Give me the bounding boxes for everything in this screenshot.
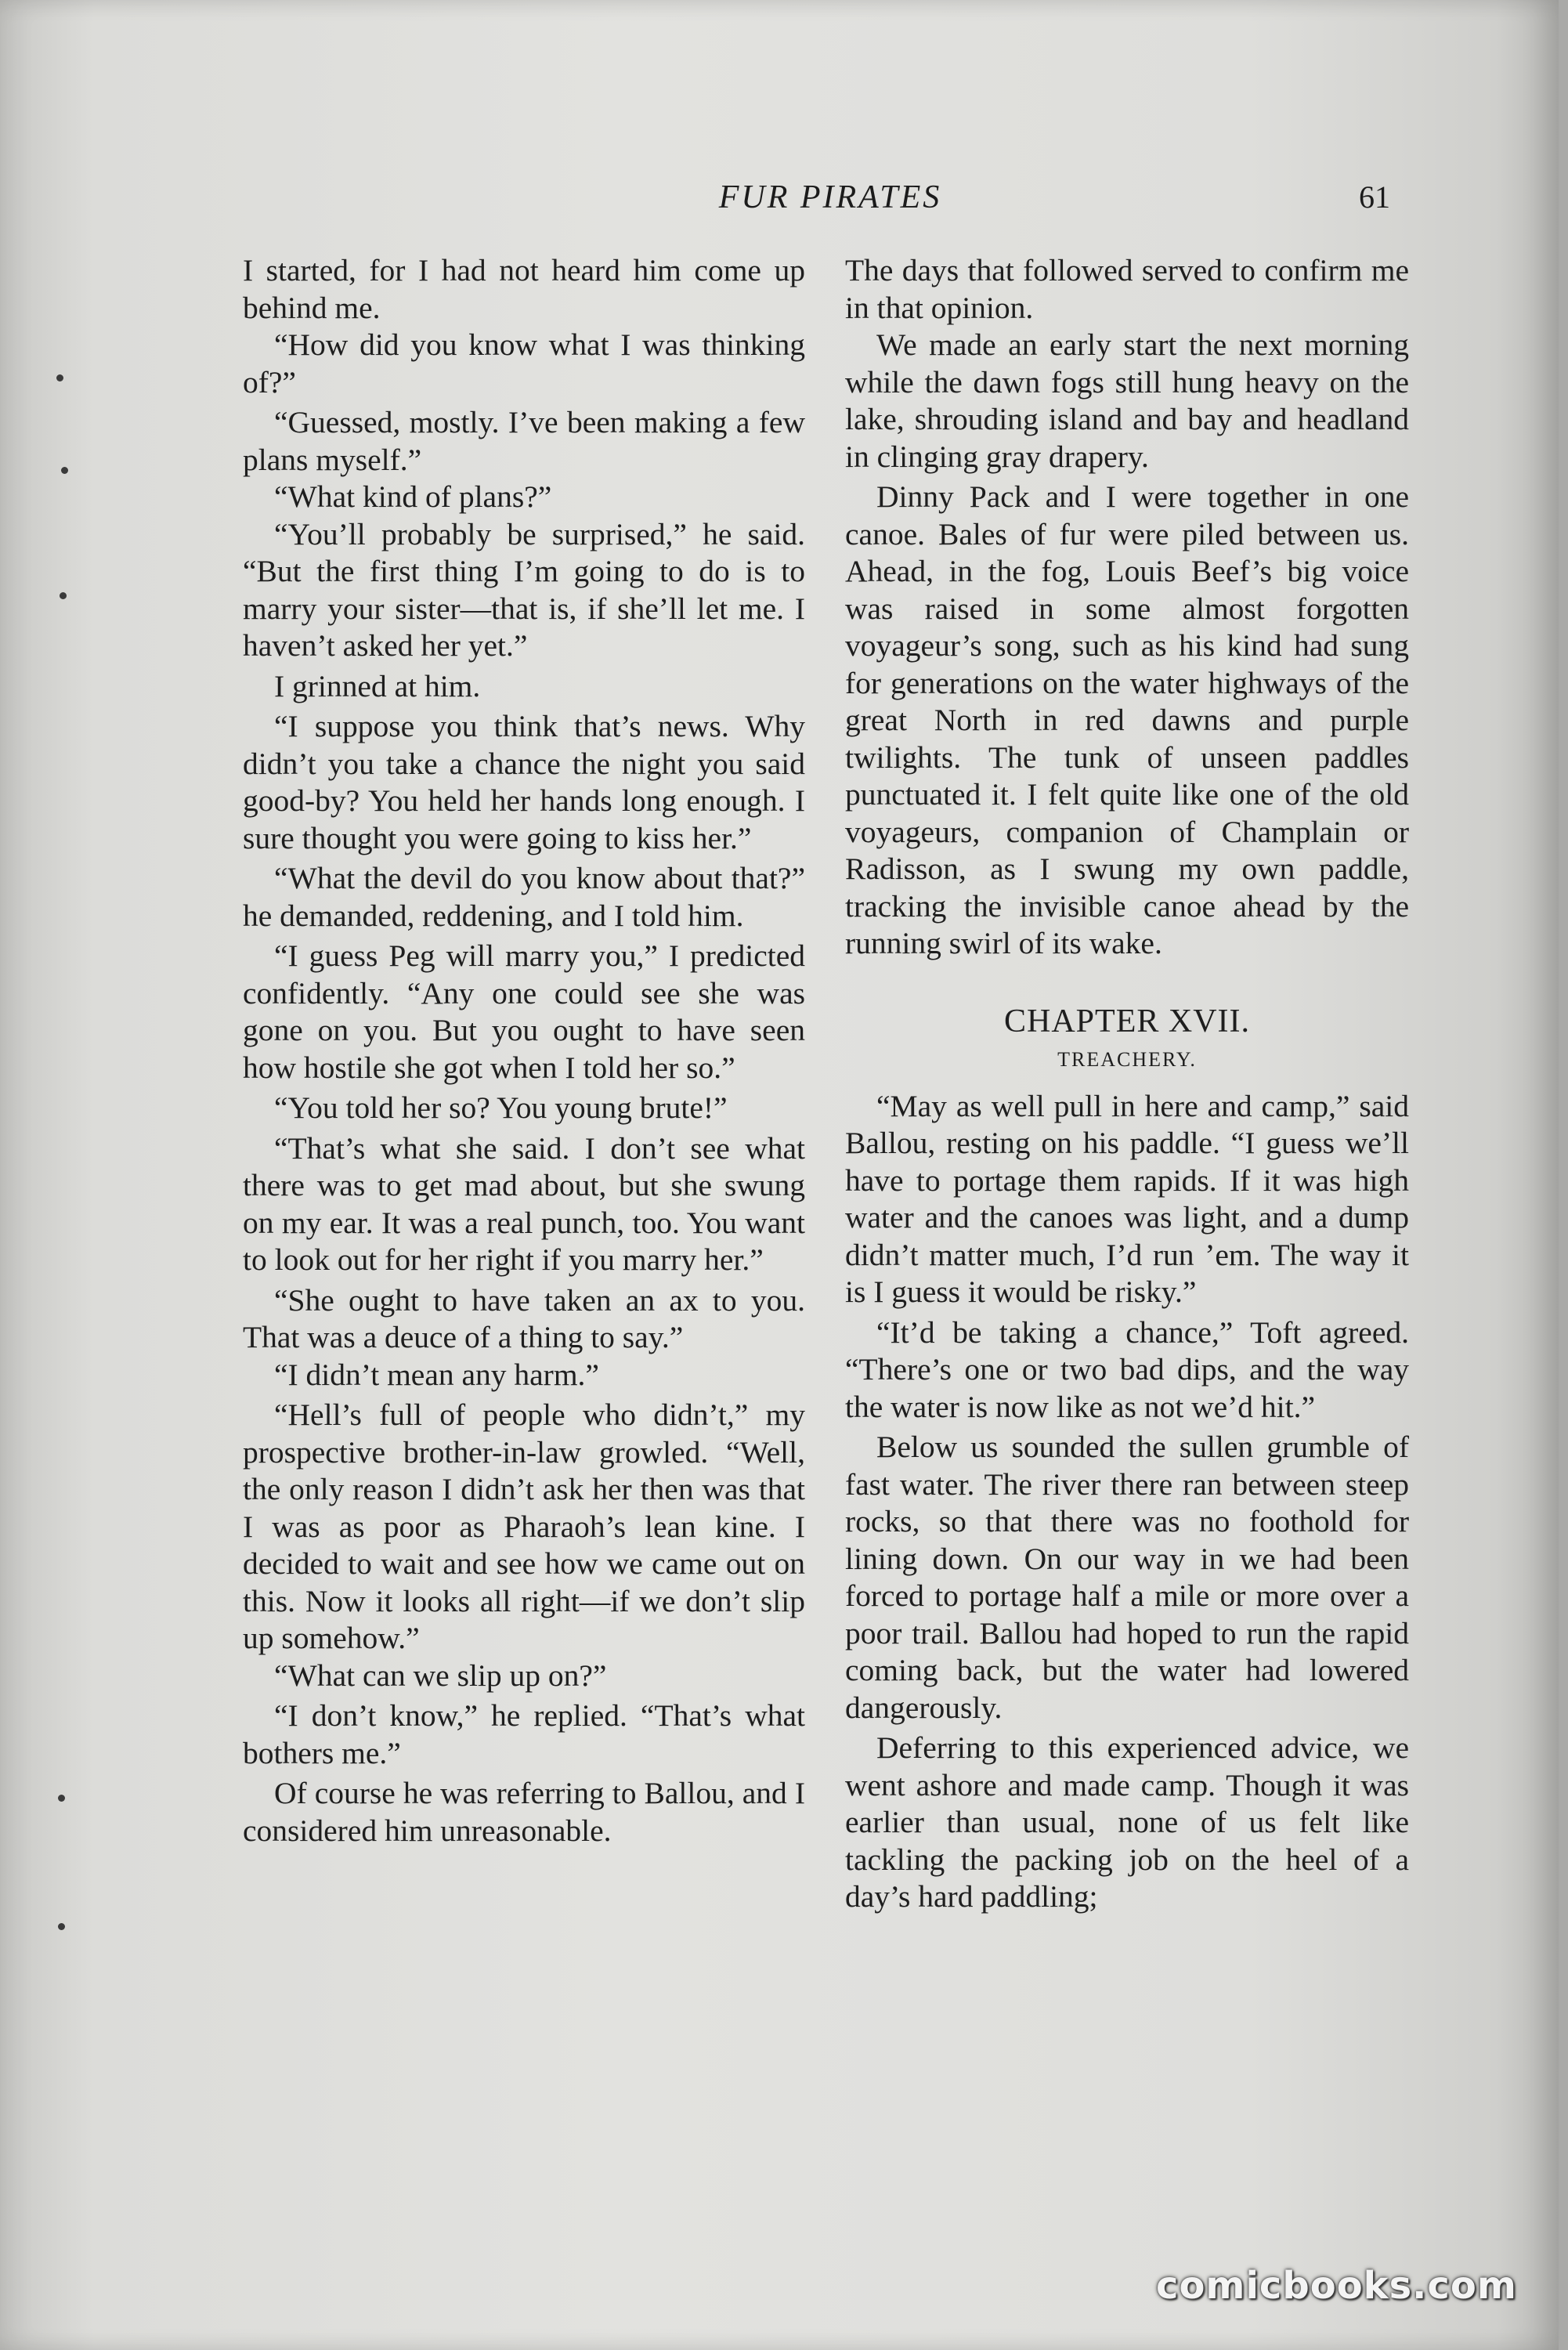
paragraph: We made an early start the next morning while the dawn fogs still hung heavy on the lake, shrouding island and bay and headland in clinging gray drapery. [845, 327, 1409, 474]
chapter-title: CHAPTER XVII. [1004, 1003, 1250, 1039]
running-title: FUR PIRATES [718, 179, 942, 215]
paragraph: “I suppose you think that’s news. Why didn’t you take a chance the night you said good-by? You held her hands long enough. I sure thought you were going to kiss her.” [243, 709, 805, 855]
paragraph: “You told her so? You young brute!” [274, 1090, 728, 1125]
paragraph: “May as well pull in here and camp,” said Ballou, resting on his paddle. “I guess we’ll have to portage them rapids. If it was high water and the canoes was light, and a dump didn’t matter much, I’d run ’em. The way it is I guess it would be risky.” [845, 1088, 1409, 1309]
paragraph: I started, for I had not heard him come up behind me. [243, 253, 805, 325]
paragraph: Below us sounded the sullen grumble of fast water. The river there ran between steep rocks, so that there was no foothold for lining down. On our way in we had been forced to portage half a mile or more over a poor trail. Ballou had hoped to run the rapid coming back, but the water had lowered dangerously. [845, 1430, 1409, 1725]
binder-hole [58, 1795, 65, 1802]
paragraph: “Guessed, mostly. I’ve been making a few plans myself.” [243, 405, 805, 477]
paragraph: The days that followed served to confirm me in that opinion. [845, 253, 1409, 325]
paragraph: “I guess Peg will marry you,” I predicted confidently. “Any one could see she was gone on you. But you ought to have seen how hostile she got when I told her so.” [243, 938, 805, 1085]
paragraph: “What the devil do you know about that?” he demanded, reddening, and I told him. [243, 861, 805, 933]
paragraph: “I don’t know,” he replied. “That’s what bothers me.” [243, 1698, 805, 1770]
paragraph: Of course he was referring to Ballou, and I considered him unreasonable. [243, 1776, 805, 1848]
watermark-logo: comicbooks.com [1156, 2264, 1517, 2308]
right-text-column [845, 252, 1409, 1916]
paragraph: “How did you know what I was thinking of?” [243, 327, 805, 400]
paragraph: “Hell’s full of people who didn’t,” my prospective brother-in-law growled. “Well, the only reason I didn’t ask her then was that I was as poor as Pharaoh’s lean kine. I decided to wait and see how we came out on this. Now it looks all right—if we don’t slip up somehow.” [243, 1397, 805, 1655]
paragraph: “You’ll probably be surprised,” he said. “But the first thing I’m going to do is to marry your sister—that is, if she’ll let me. I haven’t asked her yet.” [243, 516, 805, 663]
paragraph: “It’d be taking a chance,” Toft agreed. “There’s one or two bad dips, and the way the water is now like as not we’d hit.” [845, 1314, 1409, 1424]
paragraph: “I didn’t mean any harm.” [274, 1357, 599, 1392]
paragraph: “What can we slip up on?” [274, 1658, 607, 1693]
chapter-subtitle: TREACHERY. [1057, 1047, 1197, 1071]
binder-hole [58, 1923, 65, 1930]
binder-hole [56, 374, 63, 381]
paragraph: “That’s what she said. I don’t see what there was to get mad about, but she swung on my ear. It was a real punch, too. You want to look out for her right if you marry her.” [243, 1130, 805, 1277]
binder-hole [61, 467, 68, 474]
paragraph: Deferring to this experienced advice, we went ashore and made camp. Though it was earlier than usual, none of us felt like tackling the packing job on the heel of a day’s hard paddling; [845, 1730, 1409, 1914]
paragraph: Dinny Pack and I were together in one canoe. Bales of fur were piled between us. Ahead, in the fog, Louis Beef’s big voice was raised in some almost forgotten voyageur’s song, such as his kind had sung for generations on the water highways of the great North in red dawns and purple twilights. The tunk of unseen paddles punctuated it. I felt quite like one of the old voyageurs, companion of Champlain or Radisson, as I swung my own paddle, tracking the invisible canoe ahead by the running swirl of its wake. [845, 479, 1409, 960]
binder-hole [60, 592, 67, 599]
left-text-column [243, 252, 805, 1849]
paragraph: “She ought to have taken an ax to you. That was a deuce of a thing to say.” [243, 1282, 805, 1354]
paragraph: I grinned at him. [274, 668, 481, 703]
paragraph: “What kind of plans?” [274, 479, 552, 514]
page-number: 61 [1359, 179, 1390, 215]
